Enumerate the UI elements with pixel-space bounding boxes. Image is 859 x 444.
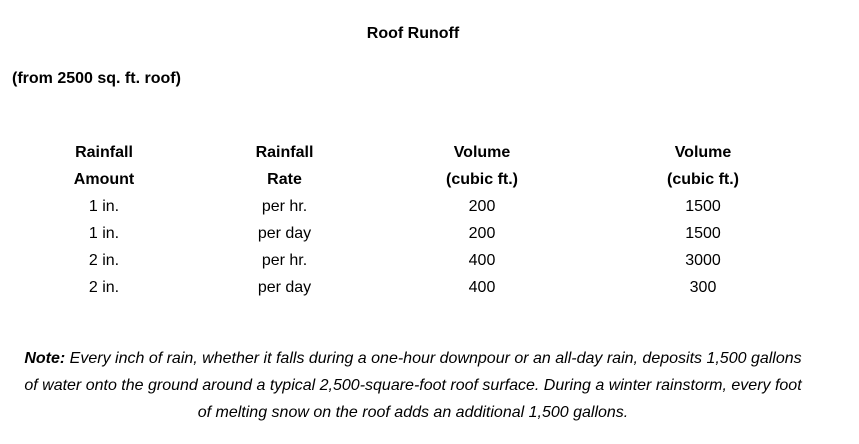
runoff-table — [15, 139, 818, 301]
table-cell: 1 in. — [88, 197, 120, 215]
column-header-rainfall-amount-line1: Rainfall — [75, 143, 133, 161]
note-paragraph — [20, 345, 806, 426]
table-cell: per hr. — [261, 251, 308, 269]
table-cell: 1500 — [685, 197, 721, 215]
page-subtitle: (from 2500 sq. ft. roof) — [12, 70, 181, 87]
table-header-row — [15, 166, 818, 193]
column-header-volume-1-line1: Volume — [453, 143, 511, 161]
table-cell: 400 — [468, 251, 496, 269]
column-header-rainfall-rate-line1: Rainfall — [255, 143, 314, 161]
table-cell: 3000 — [685, 251, 721, 269]
table-cell: 400 — [468, 278, 496, 296]
table-cell: 2 in. — [88, 278, 120, 296]
table-cell: 200 — [468, 224, 496, 242]
table-row — [15, 274, 818, 301]
table-row — [15, 247, 818, 274]
table-cell: 1 in. — [88, 224, 120, 242]
column-header-rainfall-rate-line2: Rate — [267, 170, 302, 188]
column-header-volume-1-line2: (cubic ft.) — [446, 170, 518, 188]
table-cell: per day — [257, 278, 312, 296]
table-cell: 2 in. — [88, 251, 120, 269]
page-title: Roof Runoff — [366, 25, 460, 42]
table-row — [15, 193, 818, 220]
table-cell: 200 — [468, 197, 496, 215]
note-label: Note: — [24, 350, 66, 367]
column-header-volume-2-line1: Volume — [674, 143, 732, 161]
column-header-rainfall-amount-line2: Amount — [73, 170, 135, 188]
column-header-volume-2-line2: (cubic ft.) — [667, 170, 739, 188]
table-cell: per hr. — [261, 197, 308, 215]
table-cell: per day — [257, 224, 312, 242]
table-header-row — [15, 139, 818, 166]
table-cell: 300 — [689, 278, 717, 296]
table-row — [15, 220, 818, 247]
table-cell: 1500 — [685, 224, 721, 242]
note-text: Every inch of rain, whether it falls during a one-hour downpour or an all-day rain, deposits 1,500 gallons of water onto the ground around a typical 2,500-square-foot roof surface. During a winter rainstorm, every foot of melting snow on the roof adds an additional 1,500 gallons. — [24, 350, 802, 421]
